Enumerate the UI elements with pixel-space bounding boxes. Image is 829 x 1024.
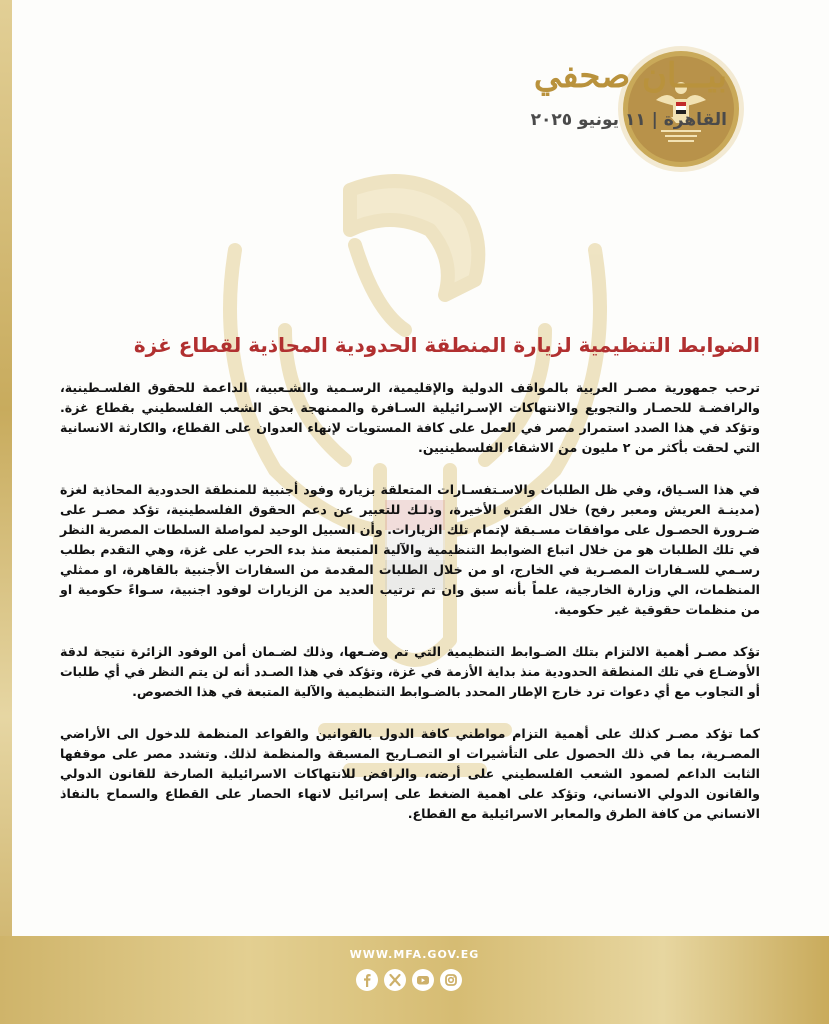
social-links [356, 969, 462, 991]
decorative-edge-bar [0, 0, 12, 1024]
document-title: بيـــان صحفي [533, 56, 727, 96]
youtube-icon[interactable] [412, 969, 434, 991]
headline: الضوابط التنظيمية لزيارة المنطقة الحدودية المحاذية لقطاع غزة [133, 333, 760, 357]
paragraph: ترحب جمهورية مصـر العربية بالمواقف الدولية والإقليمية، الرسـمية والشـعبية، الداعمة للحقوق الفلسـطينية، والرافضـة للحصـار والتجويع والانتهاكات الإسـرائيلية السـافرة والممنهجة بحق الشعب الفلسطيني بقطاع غزة. وتؤكد في هذا الصدد استمرار مصر في العمل على كافة المستويات لإنهاء العدوان على القطاع، والكارثة الانسانية التي لحقت بأكثر من ٢ مليون من الاشقاء الفلسطينيين. [60, 380, 760, 455]
paragraph: تؤكد مصـر أهمية الالتزام بتلك الضـوابط التنظيمية التي تم وضـعها، وذلك لضـمان أمن الوفود الزائرة نتيجة لدقة الأوضـاع في تلك المنطقة الحدودية منذ بداية الأزمة في غزة، وتؤكد في هذا الصـدد أنه لن يتم النظر في أي طلبات أو التجاوب مع أي دعوات ترد خارج الإطار المحدد بالضـوابط التنظيمية والآلية المتبعة في هذا الخصوص. [60, 644, 760, 699]
date-location-line: القاهرة | ١١ يونيو ٢٠٢٥ [530, 110, 727, 130]
paragraph: في هذا السـياق، وفي ظل الطلبات والاسـتفسـارات المتعلقة بزيارة وفود أجنبية للمنطقة الحدودية المحاذية لغزة (مدينـة العريش ومعبر رفح) خلال الفترة الأخيرة، وذلـك للتعبير عن دعم الحقوق الفلسطينية، تؤكد مصـر على ضـرورة الحصـول على موافقات مسـبقة لإتمام تلك الزيارات. وأن السبيل الوحيد لمواصلة السلطات المصرية النظر في تلك الطلبات هو من خلال اتباع الضوابط التنظيمية والآلية المتبعة منذ بدء الحرب على غزة، وهي التقدم بطلب رسـمي للسـفارات المصـرية في الخارج، او من خلال الطلبات المقدمة من السفارات الأجنبية بالقاهرة، او ممثلي المنظمات، الي وزارة الخارجية، علماً بأنه سبق وان تم ترتيب العديد من الزيارات لوفود اجنبية، سـواءً حكومية او من منظمات حقوقية غير حكومية. [60, 482, 760, 617]
facebook-icon[interactable] [356, 969, 378, 991]
footer-bar [0, 936, 829, 1024]
x-icon[interactable] [384, 969, 406, 991]
instagram-icon[interactable] [440, 969, 462, 991]
body-text [60, 378, 760, 846]
paragraph: كما تؤكد مصـر كذلك على أهمية التزام مواطني كافة الدول بالقوانين والقواعد المنظمة للدخول الى الأراضي المصـرية، بما في ذلك الحصول على التأشيرات او التصـاريح المسبقة والمنظمة لذلك. وتشدد مصر على موقفها الثابت الداعم لصمود الشعب الفلسطيني على أرضه، والرافض للانتهاكات الاسرائيلية الصارخة للقانون الدولي والقانون الدولي الانساني، وتؤكد على اهمية الضغط على إسرائيل لانهاء الحصار على القطاع والسماح بالنفاذ الانساني من كافة الطرق والمعابر الاسرائيلية مع القطاع. [60, 726, 760, 821]
website-link[interactable]: WWW.MFA.GOV.EG [349, 948, 480, 961]
